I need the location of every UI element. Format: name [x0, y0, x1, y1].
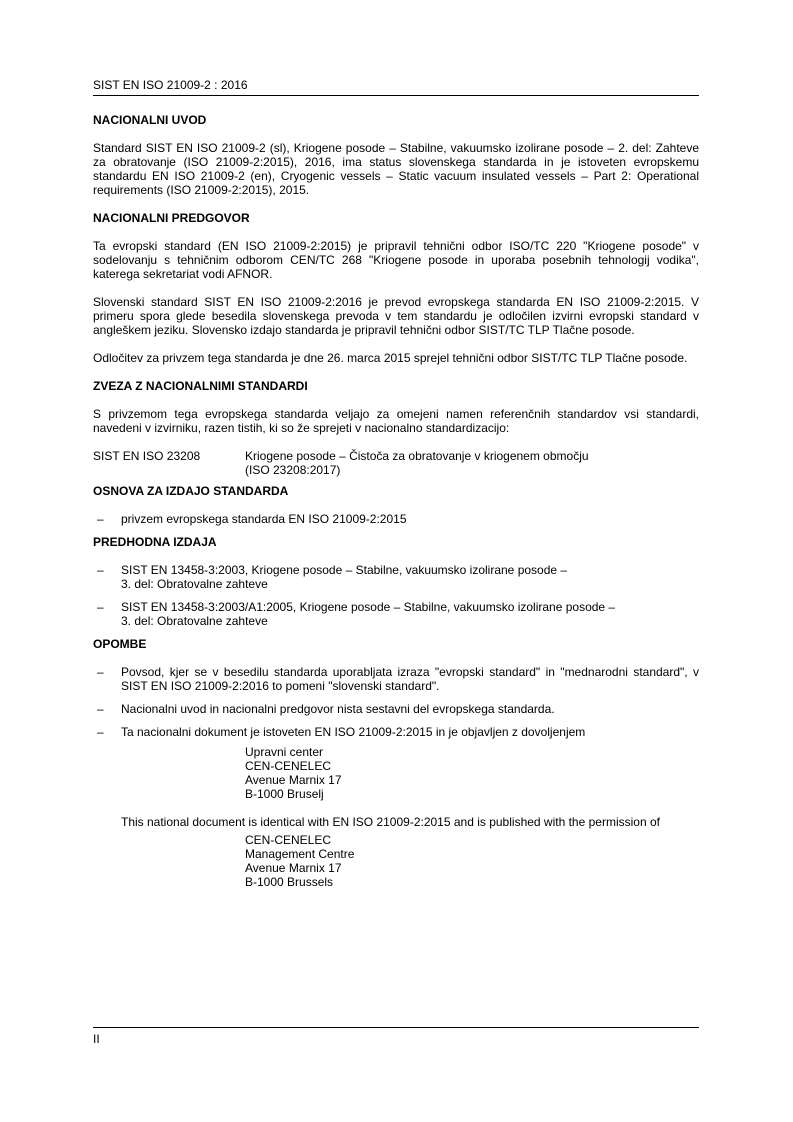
list-item: – Nacionalni uvod in nacionalni predgovor nista sestavni del evropskega standarda.: [97, 702, 555, 716]
opombe-list: [93, 665, 699, 739]
list-item: – privzem evropskega standarda EN ISO 21009-2:2015: [97, 512, 407, 526]
predgovor-paragraph-1: Ta evropski standard (EN ISO 21009-2:2015) je pripravil tehnični odbor ISO/TC 220 "Kriogene posode" v sodelovanju s tehničnim odborom CEN/TC 268 "Kriogene posode in uporaba posebnih tehnologij vodika", katerega sekretariat vodi AFNOR.: [93, 239, 699, 281]
predgovor-paragraph-3: Odločitev za privzem tega standarda je dne 26. marca 2015 sprejel tehnični odbor SIST/TC TLP Tlačne posode.: [93, 351, 688, 365]
document-body: [93, 113, 699, 889]
section-title-opombe: OPOMBE: [93, 637, 147, 651]
predgovor-paragraph-2: Slovenski standard SIST EN ISO 21009-2:2016 je prevod evropskega standarda EN ISO 21009-2:2015. V primeru spora glede besedila slovenskega prevoda v tem standardu je odločilen izvirni evropski standard v angleškem jeziku. Slovensko izdajo standarda je pripravil tehnični odbor SIST/TC TLP Tlačne posode.: [93, 295, 699, 337]
address-english: CEN-CENELEC Management Centre Avenue Marnix 17 B-1000 Brussels: [245, 833, 355, 889]
section-title-predhodna: PREDHODNA IZDAJA: [93, 535, 217, 549]
predhodna-list: [93, 563, 699, 628]
section-title-predgovor: NACIONALNI PREDGOVOR: [93, 211, 250, 225]
address-slovenian: Upravni center CEN-CENELEC Avenue Marnix 17 B-1000 Bruselj: [245, 745, 342, 801]
dash-bullet: –: [97, 725, 104, 739]
dash-bullet: –: [97, 563, 104, 577]
dash-bullet: –: [97, 512, 104, 526]
running-header: SIST EN ISO 21009-2 : 2016: [93, 78, 248, 92]
uvod-text: Standard SIST EN ISO 21009-2 (sl), Kriogene posode – Stabilne, vakuumsko izolirane posode – 2. del: Zahteve za obratovanje (ISO 21009-2:2015), 2016, ima status slovenskega standarda in je istoveten evropskemu standardu EN ISO 21009-2 (en), Cryogenic vessels – Static vacuum insulated vessels – Part 2: Operational requirements (ISO 21009-2:2015), 2015.: [93, 141, 699, 197]
list-item: – Ta nacionalni dokument je istoveten EN ISO 21009-2:2015 in je objavljen z dovoljenjem: [97, 725, 586, 739]
osnova-list: [93, 512, 699, 526]
list-item: – SIST EN 13458-3:2003, Kriogene posode – Stabilne, vakuumsko izolirane posode – 3. del: Obratovalne zahteve: [97, 563, 568, 591]
dash-bullet: –: [97, 665, 104, 679]
dash-bullet: –: [97, 702, 104, 716]
section-title-osnova: OSNOVA ZA IZDAJO STANDARDA: [93, 484, 289, 498]
reference-title: Kriogene posode – Čistoča za obratovanje v kriogenem območju (ISO 23208:2017): [245, 449, 589, 477]
note-english: This national document is identical with EN ISO 21009-2:2015 and is published with the permission of: [121, 815, 660, 829]
list-item: – SIST EN 13458-3:2003/A1:2005, Kriogene posode – Stabilne, vakuumsko izolirane posode – 3. del: Obratovalne zahteve: [97, 600, 616, 628]
section-title-uvod: NACIONALNI UVOD: [93, 113, 207, 127]
reference-entry: [93, 449, 699, 477]
header-rule: [93, 95, 699, 96]
page-number: II: [93, 1032, 100, 1046]
list-item: – Povsod, kjer se v besedilu standarda uporabljata izraza "evropski standard" in "mednarodni standard", v SIST EN ISO 21009-2:2016 to pomeni "slovenski standard".: [97, 665, 699, 693]
section-title-zveza: ZVEZA Z NACIONALNIMI STANDARDI: [93, 379, 308, 393]
footer-rule: [93, 1027, 699, 1028]
dash-bullet: –: [97, 600, 104, 614]
reference-code: SIST EN ISO 23208: [93, 449, 201, 463]
zveza-text: S privzemom tega evropskega standarda veljajo za omejeni namen referenčnih standardov vsi standardi, navedeni v izvirniku, razen tistih, ki so že sprejeti v nacionalno standardizacijo:: [93, 407, 699, 435]
